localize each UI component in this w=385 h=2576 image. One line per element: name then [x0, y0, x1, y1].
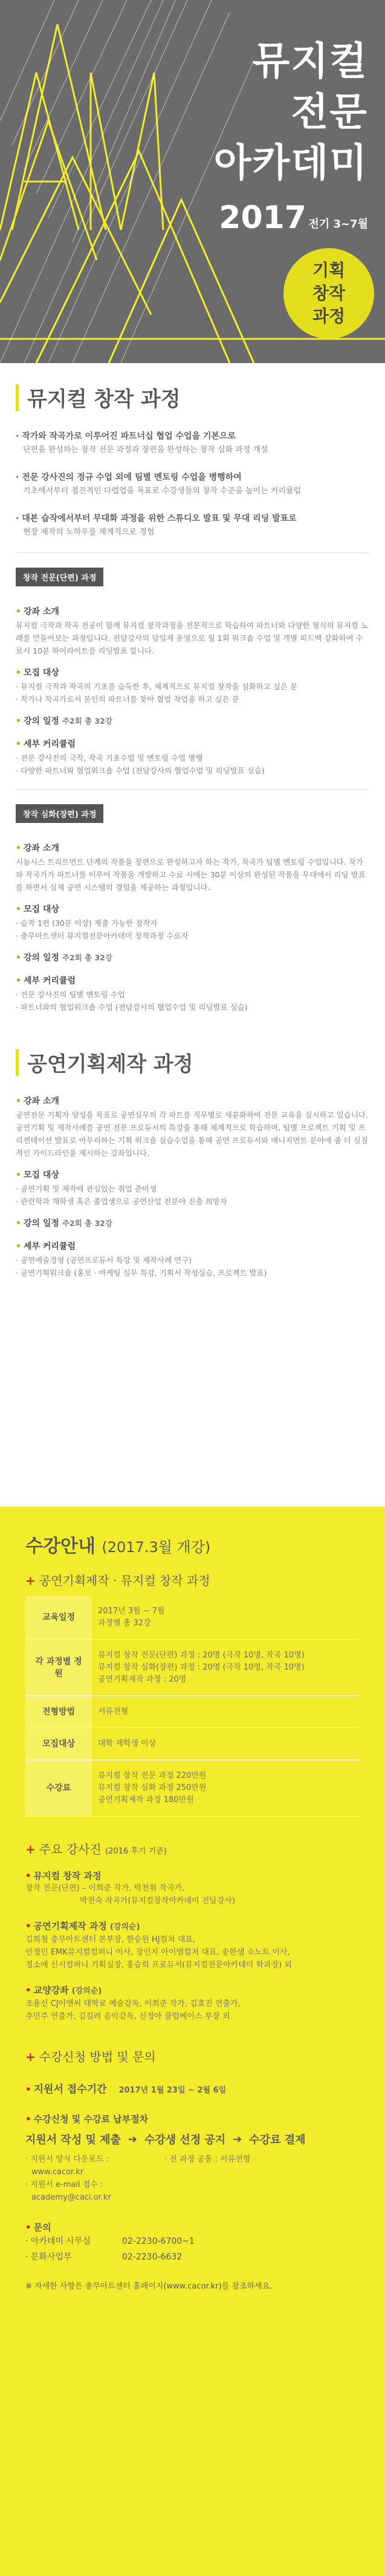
- note-line: · 지원서 e-mail 접수 :: [25, 2180, 103, 2189]
- heading-accent-bar: [16, 384, 19, 411]
- arrow-right-icon: ➔: [233, 2132, 242, 2146]
- table-key: 교육일정: [25, 1596, 92, 1640]
- table-value: 뮤지컬 창작 전문 과정 220만원 뮤지컬 창작 심화 과정 250만원 공연기획제작 과정 180만원: [92, 1760, 360, 1817]
- apply-method-title: • 수강신청 및 수강료 납부절차: [25, 2114, 149, 2125]
- divider: [16, 552, 369, 553]
- block-text: 공연전문 기획자 양성을 목표로 공연실무의 각 파트를 직무별로 세분화하여 전문 교육을 실시하고 있습니다. 공연기획 및 제작사례를 공연 전문 프로듀서의 특강을 통해 체계적으로 학습하며, 팀별 프로젝트 기획 및 프리젠테이션 발표로 마무리하는 기획 워크숍 실습수업을 통해 공연 프로듀서와 매니지먼트 분야에 좀 더 실질적인 가이드라인을 제시하는 강좌입니다.: [16, 1110, 368, 1158]
- hero-badge-line-1: 기획: [312, 260, 346, 280]
- performance-planning-section: [0, 1047, 385, 1279]
- section-title: 뮤지컬 창작 과정: [27, 387, 181, 411]
- block-text: · 공연기획 및 제작에 관심있는 취업 준비생: [16, 1184, 157, 1193]
- step-2: 수강생 선정 공지: [144, 2134, 226, 2146]
- block-text: · 다양한 파트너와 협업워크숍 수업 (전담강사의 협업수업 및 리딩발표 실습): [16, 766, 265, 775]
- table-key: 모집대상: [25, 1728, 92, 1760]
- teachers-title: + 주요 강사진 (2016 후기 기준): [25, 1842, 167, 1857]
- footnote: ※ 자세한 사항은 충무아트센터 홈페이지(www.cacor.kr)를 참조하세요.: [25, 2282, 273, 2291]
- enrollment-info-area: [0, 1507, 385, 2576]
- block-text: · 뮤지컬 극작과 작곡의 기초를 습득한 후, 체계적으로 뮤지컬 창작을 심화하고 싶은 분: [16, 682, 298, 691]
- block-text: · 공연예술경영 (공연프로듀서 특강 및 제작사례 연구): [16, 1256, 192, 1265]
- teachers-group-title: • 교양강좌 (강의순): [25, 1985, 102, 1996]
- musical-creation-section: [0, 382, 385, 1014]
- step-1: 지원서 작성 및 제출: [25, 2134, 121, 2146]
- hero-year: 2017: [219, 200, 306, 236]
- table-row: [25, 1760, 360, 1817]
- block-text: 뮤지컬 극작과 작곡 전공이 함께 뮤지컬 창작과정을 전문적으로 학습하여 파트너와 다양한 형식의 뮤지컬 노래를 만들어보는 과정입니다. 전담강사의 담임제 운영으로 월 1회 워크숍 수업 및 개별 피드백 강화하여 수료시 10분 하이라이트를 리딩발표 합니다.: [16, 621, 368, 655]
- hero-title-line-2: 전문: [291, 90, 368, 135]
- table-row: [25, 1640, 360, 1696]
- section-heading: [16, 1047, 369, 1077]
- table-row: [25, 1596, 360, 1640]
- block-title: • 모집 대상: [16, 668, 59, 678]
- intro-title: · 대본 습작에서부터 무대화 과정을 위한 스튜디오 발표 및 무대 리딩 발표로: [16, 514, 297, 523]
- block-title: • 모집 대상: [16, 905, 59, 914]
- hero-banner: [0, 0, 385, 363]
- teachers-line: 창작 전문(단편) – 이희준 작가, 박천휘 작곡가,: [25, 1884, 185, 1893]
- table-value: 대학 재학생 이상: [92, 1728, 360, 1760]
- intro-item: [16, 429, 369, 457]
- enroll-title: 수강안내 (2017.3월 개강): [25, 1536, 211, 1557]
- block-title: • 강좌 소개: [16, 844, 59, 853]
- table-key: 전형방법: [25, 1696, 92, 1728]
- table-key: 수강료: [25, 1760, 92, 1817]
- teachers-line: 박천숙 작곡가(뮤지컬창작아카데미 전담강사): [80, 1896, 236, 1906]
- intro-item: [16, 470, 369, 498]
- intro-title: · 작가와 작곡가로 이루어진 파트너십 협업 수업을 기본으로: [16, 431, 236, 441]
- block-title: • 강의 일정 주2회 총 32강: [16, 953, 112, 963]
- block-title: • 강좌 소개: [16, 607, 59, 617]
- hero-title: [214, 36, 368, 189]
- apply-steps: [25, 2131, 360, 2147]
- step-3: 수강료 결제: [249, 2134, 306, 2146]
- hero-term: 전기 3~7월: [308, 218, 368, 231]
- course-tag-long: 창작 심화(장편) 과정: [16, 804, 103, 823]
- teachers-line: 조용신 CJ이앤씨 대학로 예술감독, 이희준 작가, 김효진 연출가,: [25, 1999, 241, 2008]
- hero-badge-line-2: 창작: [312, 283, 346, 303]
- table-key: 각 과정별 정원: [25, 1640, 92, 1696]
- section-title: 공연기획제작 과정: [27, 1052, 193, 1077]
- note-line: · 전 과정 공통 : 서류전형: [164, 2155, 251, 2164]
- block-text: · 관련학과 재학생 혹은 졸업생으로 공연산업 전분야 진출 희망자: [16, 1197, 227, 1206]
- intro-desc: 단편을 완성하는 창작 전문 과정과 장편을 완성하는 창작 심화 과정 개설: [23, 445, 268, 454]
- teachers-group-title: • 뮤지컬 창작 과정: [25, 1870, 102, 1881]
- section-heading: [16, 382, 369, 412]
- teachers-line: 안정민 EMK뮤지컬컴퍼니 이사, 장인지 아이엠컬처 대표, 송한샘 쇼노트 이사,: [25, 1948, 290, 1957]
- table-row: [25, 1696, 360, 1728]
- block-text: · 작가나 작곡가로서 본인의 파트너를 찾아 협업 작업을 하고 싶은 분: [16, 695, 239, 704]
- heading-accent-bar: [16, 1049, 19, 1076]
- block-text: · 습작 1편 (30분 이상) 제출 가능한 창작자: [16, 919, 158, 928]
- intro-item: [16, 511, 369, 539]
- table-value: 2017년 3월 ~ 7월 과정별 총 32강: [92, 1596, 360, 1640]
- block-title: • 세부 커리큘럼: [16, 739, 76, 749]
- note-line: · 지원서 양식 다운로드 :: [25, 2155, 109, 2164]
- block-title: • 강의 일정 주2회 총 32강: [16, 1219, 112, 1228]
- intro-title: · 전문 강사진의 정규 수업 외에 팀별 멘토링 수업을 병행하여: [16, 473, 242, 482]
- teachers-line: 김희철 충무아트센터 본부장, 한승원 HJ컬쳐 대표,: [25, 1935, 196, 1944]
- block-text: 시놉시스 트리트먼트 단계의 작품을 장편으로 완성하고자 하는 작가, 작곡가 팀별 멘토링 수업입니다. 작가와 작곡가가 파트너를 이루어 작품을 개발하고 수료 시에는 30분 이상의 완성된 작품을 무대에서 리딩 발표를 하면서 실제 공연 시스템의 경험을 제공하는 과정입니다.: [16, 857, 366, 892]
- block-title: • 모집 대상: [16, 1170, 59, 1180]
- hero-badge-line-3: 과정: [312, 306, 346, 326]
- apply-period: • 지원서 접수기간 2017년 1월 23일 ~ 2월 6일: [25, 2083, 227, 2096]
- block-text: · 파트너와의 협업워크숍 수업 (전담강사의 협업수업 및 리딩발표 실습): [16, 1003, 248, 1012]
- block-text: · 공연기획워크숍 (홍보 · 마케팅 실무 특강, 기획서 작성실습, 프로젝트 발표): [16, 1268, 267, 1277]
- teachers-group-title: • 공연기획제작 과정 (강의순): [25, 1921, 140, 1932]
- teachers-line: 정소애 신시컴퍼니 기획실장, 홍승희 프로듀서(뮤지컬전문아카데미 학과장) 외: [25, 1961, 292, 1970]
- block-title: • 세부 커리큘럼: [16, 1242, 76, 1251]
- block-title: • 세부 커리큘럼: [16, 976, 76, 986]
- apply-notes: [25, 2153, 360, 2204]
- download-link[interactable]: www.cacor.kr: [31, 2168, 84, 2177]
- course-tag-short: 창작 전문(단편) 과정: [16, 568, 103, 586]
- hero-title-line-3: 아카데미: [213, 141, 368, 186]
- apply-title: + 수강신청 방법 및 문의: [25, 2050, 156, 2064]
- enroll-table: [25, 1596, 360, 1817]
- contact-row: · 문화사업부 02-2230-6632: [25, 2252, 183, 2262]
- block-text: · 충무아트센터 뮤지컬전문아카데미 창작과정 수료자: [16, 931, 189, 940]
- block-text: · 전문 강사진의 극작, 작곡 기초수업 및 멘토링 수업 병행: [16, 753, 203, 762]
- table-value: 뮤지컬 창작 전문(단편) 과정 : 20명 (극작 10명, 작곡 10명) 뮤지컬 창작 심화(장편) 과정 : 20명 (극작 10명, 작곡 10명) 공연기획제작 과정 : 20명: [92, 1640, 360, 1696]
- block-title: • 강의 일정 주2회 총 32강: [16, 716, 112, 726]
- arrow-right-icon: ➔: [128, 2132, 137, 2146]
- divider: [16, 789, 369, 790]
- table-value: 서류전형: [92, 1696, 360, 1728]
- hero-title-line-1: 뮤지컬: [252, 39, 368, 84]
- block-text: · 전문 강사진의 팀별 멘토링 수업: [16, 990, 125, 999]
- hero-badge: [283, 248, 374, 339]
- teachers-line: 추민주 연출가, 김길려 음악감독, 신정아 클럽베이스 부장 외: [25, 2012, 230, 2021]
- email-link[interactable]: academy@caci.or.kr: [31, 2193, 111, 2202]
- block-title: • 강좌 소개: [16, 1096, 59, 1106]
- intro-desc: 기초에서부터 점진적인 다렙업을 목표로 수강생들의 창작 수준을 높이는 커리큘럼: [23, 487, 302, 496]
- table-row: [25, 1728, 360, 1760]
- intro-desc: 현장 제작의 노하우를 체계적으로 경험: [23, 528, 155, 537]
- contact-row: · 아카데미 사무실 02-2230-6700~1: [25, 2237, 195, 2246]
- enroll-subtitle: + 공연기획제작 · 뮤지컬 창작 과정: [25, 1573, 210, 1588]
- contact-title: • 문의: [25, 2222, 51, 2233]
